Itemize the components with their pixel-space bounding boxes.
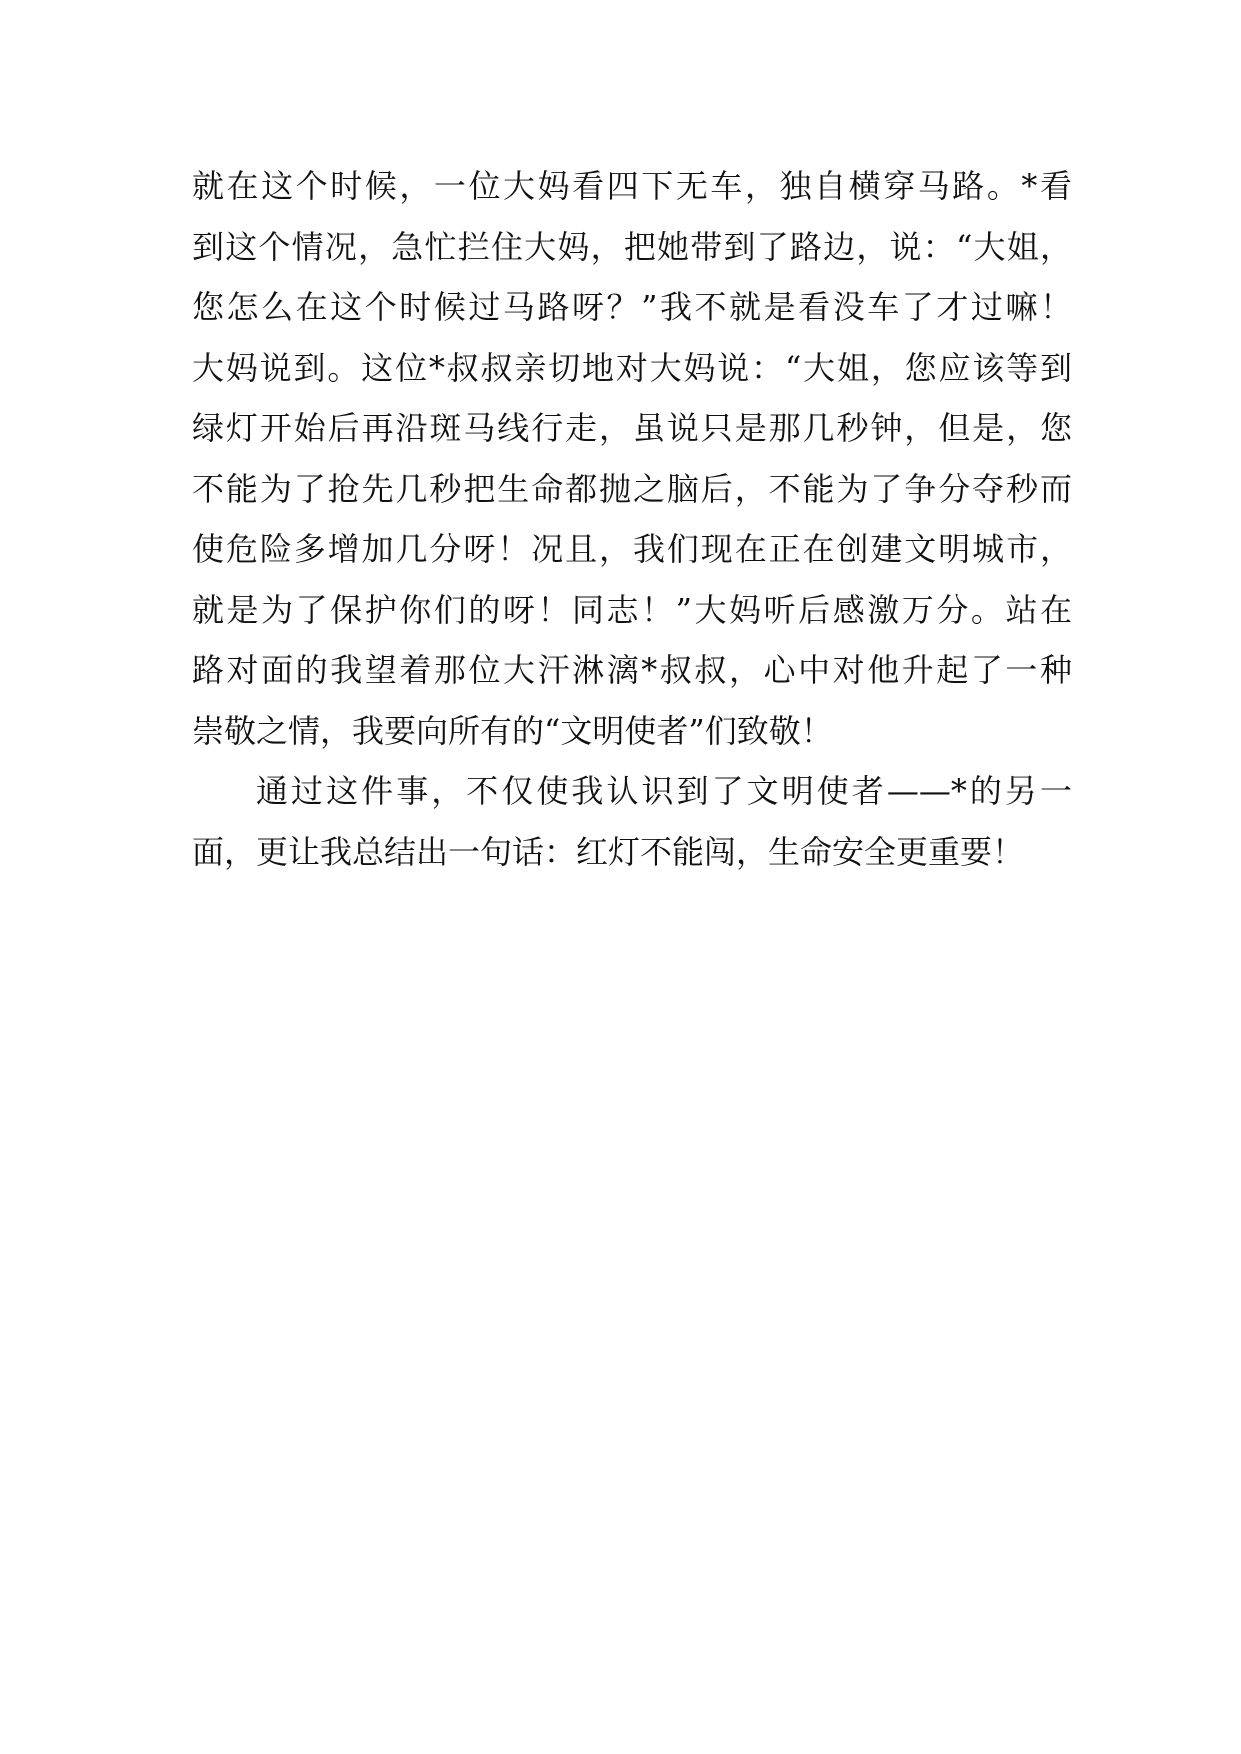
paragraph-line: 不能为了抢先几秒把生命都抛之脑后，不能为了争分夺秒而 (192, 469, 1072, 508)
paragraph-line: 面，更让我总结出一句话：红灯不能闯，生命安全更重要！ (192, 832, 1025, 871)
paragraph-line: 绿灯开始后再沿斑马线行走，虽说只是那几秒钟，但是，您 (192, 409, 1072, 447)
paragraph-line: 大妈说到。这位*叔叔亲切地对大妈说：“大姐，您应该等到 (192, 348, 1072, 387)
paragraph-line: 就是为了保护你们的呀！同志！”大妈听后感激万分。站在 (192, 590, 1072, 629)
paragraph-line: 通过这件事，不仅使我认识到了文明使者——*的另一 (256, 772, 1072, 810)
paragraph-line: 到这个情况，急忙拦住大妈，把她带到了路边，说：“大姐， (192, 227, 1072, 266)
paragraph-1 (192, 156, 1072, 761)
document-body (192, 156, 1072, 882)
paragraph-line: 使危险多增加几分呀！况且，我们现在正在创建文明城市， (192, 530, 1072, 568)
paragraph-line: 路对面的我望着那位大汗淋漓*叔叔，心中对他升起了一种 (192, 651, 1072, 689)
paragraph-2 (192, 761, 1072, 882)
paragraph-line: 崇敬之情，我要向所有的“文明使者”们致敬！ (192, 711, 833, 750)
paragraph-line: 就在这个时候，一位大妈看四下无车，独自横穿马路。*看 (192, 167, 1072, 205)
paragraph-line: 您怎么在这个时候过马路呀？”我不就是看没车了才过嘛！ (192, 288, 1072, 326)
